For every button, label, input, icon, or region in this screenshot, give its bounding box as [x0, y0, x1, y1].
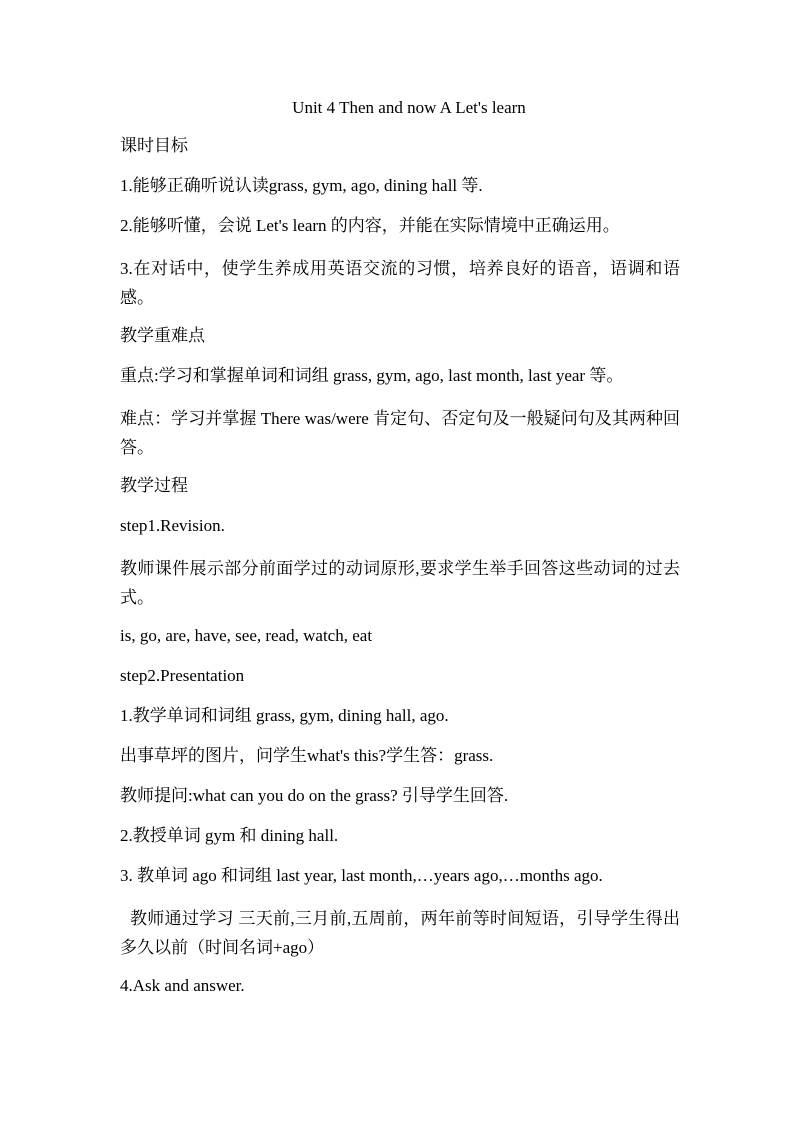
step-2-time-phrases: 教师通过学习 三天前,三月前,五周前，两年前等时间短语，引导学生得出多久以前（时间名词+ago）	[120, 909, 680, 957]
heading-teaching-process: 教学过程	[120, 476, 188, 495]
step-1-description: 教师课件展示部分前面学过的动词原形,要求学生举手回答这些动词的过去式。	[120, 559, 680, 607]
step-2-teacher-question: 教师提问:what can you do on the grass? 引导学生回答.	[120, 786, 509, 805]
step-2-item-4: 4.Ask and answer.	[120, 976, 245, 995]
document-title: Unit 4 Then and now A Let's learn	[292, 98, 526, 117]
difficult-point: 难点：学习并掌握 There was/were 肯定句、否定句及一般疑问句及其两种回答。	[120, 409, 680, 457]
objective-2: 2.能够听懂，会说 Let's learn 的内容，并能在实际情境中正确运用。	[120, 216, 620, 235]
step-2-grass-prompt: 出事草坪的图片，问学生what's this?学生答：grass.	[120, 746, 494, 765]
document-body	[120, 96, 680, 1014]
step-1-heading: step1.Revision.	[120, 516, 225, 535]
step-2-item-3: 3. 教单词 ago 和词组 last year, last month,…years ago,…months ago.	[120, 866, 603, 885]
verb-list: is, go, are, have, see, read, watch, eat	[120, 626, 373, 645]
step-2-item-1: 1.教学单词和词组 grass, gym, dining hall, ago.	[120, 706, 449, 725]
objective-3: 3.在对话中，使学生养成用英语交流的习惯，培养良好的语音，语调和语感。	[120, 259, 680, 307]
step-2-item-2: 2.教授单词 gym 和 dining hall.	[120, 826, 339, 845]
objective-1: 1.能够正确听说认读grass, gym, ago, dining hall 等.	[120, 176, 483, 195]
step-2-heading: step2.Presentation	[120, 666, 245, 685]
key-point: 重点:学习和掌握单词和词组 grass, gym, ago, last month, last year 等。	[120, 366, 624, 385]
heading-key-points: 教学重难点	[120, 326, 205, 345]
heading-lesson-objectives: 课时目标	[120, 136, 188, 155]
